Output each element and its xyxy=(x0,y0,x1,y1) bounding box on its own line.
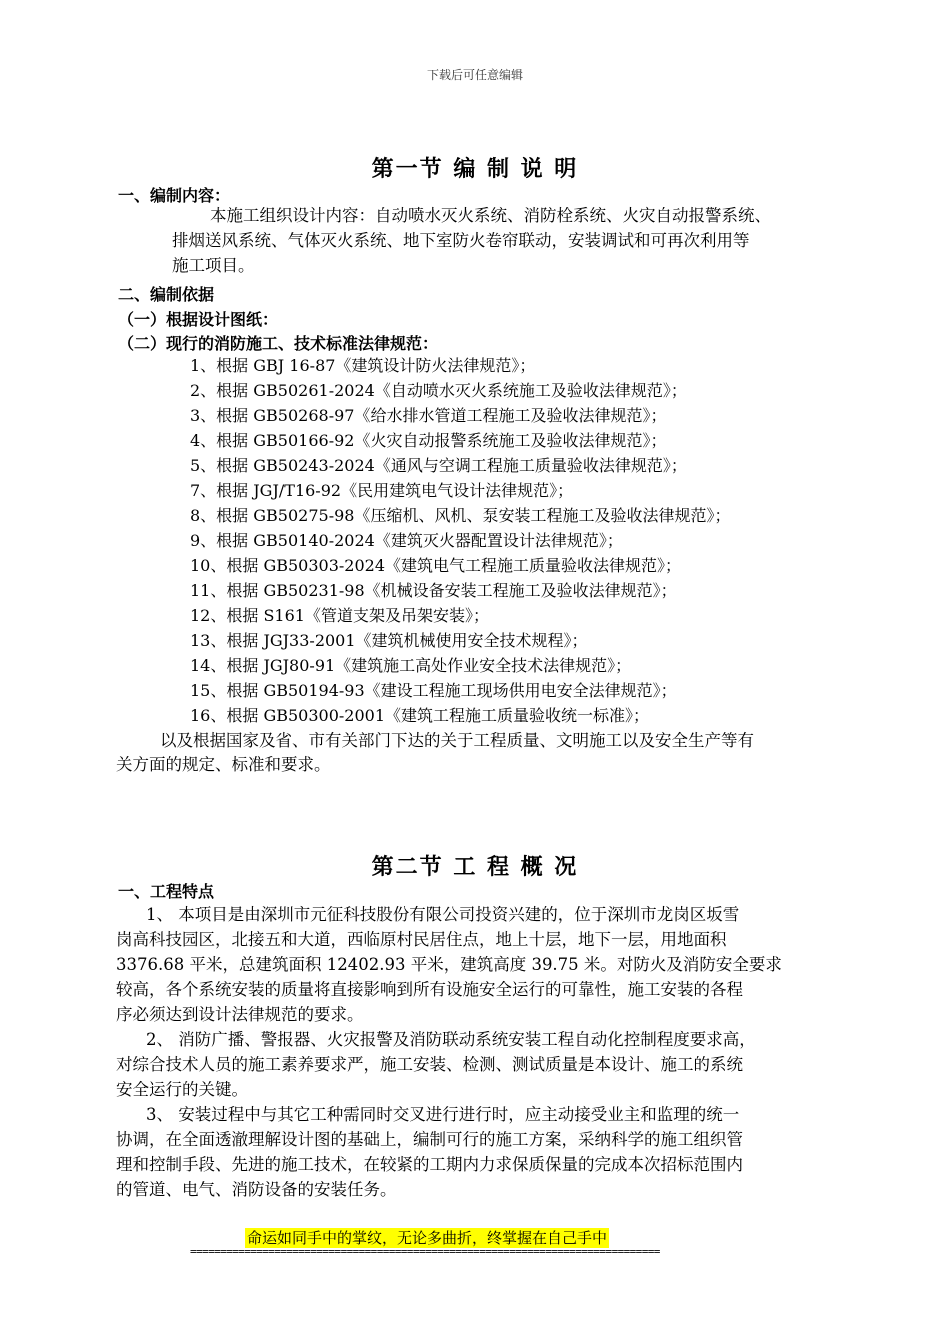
regulation-item: 15、根据 GB50194-93《建设工程施工现场供用电安全法律规范》； xyxy=(190,681,677,700)
regulation-item: 1、根据 GBJ 16-87《建筑设计防火法律规范》； xyxy=(190,356,536,375)
section1-sub1-line: 施工项目。 xyxy=(172,256,255,275)
regulation-item: 8、根据 GB50275-98《压缩机、风机、泵安装工程施工及验收法律规范》； xyxy=(190,506,731,525)
paragraph-line: 对综合技术人员的施工素养要求严，施工安装、检测、测试质量是本设计、施工的系统 xyxy=(116,1055,743,1074)
regulation-item: 7、根据 JGJ/T16-92《民用建筑电气设计法律规范》； xyxy=(190,481,574,500)
regulation-item: 10、根据 GB50303-2024《建筑电气工程施工质量验收法律规范》； xyxy=(190,556,682,575)
regulation-item: 4、根据 GB50166-92《火灾自动报警系统施工及验收法律规范》； xyxy=(190,431,667,450)
regulation-item: 3、根据 GB50268-97《给水排水管道工程施工及验收法律规范》； xyxy=(190,406,667,425)
paragraph-line: 2、 消防广播、警报器、火灾报警及消防联动系统安装工程自动化控制程度要求高， xyxy=(146,1030,756,1049)
section1-sub1-line: 本施工组织设计内容：自动喷水灭火系统、消防栓系统、火灾自动报警系统、 xyxy=(210,206,771,225)
basis-design-drawings: （一）根据设计图纸： xyxy=(118,310,279,329)
regulation-item: 12、根据 S161《管道支架及吊架安装》； xyxy=(190,606,489,625)
paragraph-line: 序必须达到设计法律规范的要求。 xyxy=(116,1005,364,1024)
regulation-item: 9、根据 GB50140-2024《建筑灭火器配置设计法律规范》； xyxy=(190,531,623,550)
paragraph-line: 的管道、电气、消防设备的安装任务。 xyxy=(116,1180,397,1199)
section1-title: 第一节 编 制 说 明 xyxy=(371,156,579,182)
section1-sub2-heading: 二、编制依据 xyxy=(118,285,215,304)
footer-rule: ============================================================================== xyxy=(190,1245,660,1258)
regulation-item: 5、根据 GB50243-2024《通风与空调工程施工质量验收法律规范》； xyxy=(190,456,687,475)
section2-sub1-heading: 一、工程特点 xyxy=(118,882,215,901)
section1-sub1-heading: 一、编制内容： xyxy=(118,186,231,205)
footer-motto: 命运如同手中的掌纹，无论多曲折，终掌握在自己手中 xyxy=(247,1229,608,1247)
regulation-item: 16、根据 GB50300-2001《建筑工程施工质量验收统一标准》； xyxy=(190,706,650,725)
paragraph-line: 1、 本项目是由深圳市元征科技股份有限公司投资兴建的，位于深圳市龙岗区坂雪 xyxy=(146,905,740,924)
regulation-item: 14、根据 JGJ80-91《建筑施工高处作业安全技术法律规范》； xyxy=(190,656,632,675)
paragraph-line: 3376.68 平米，总建筑面积 12402.93 平米，建筑高度 39.75 米。对防火及消防安全要求 xyxy=(116,955,782,974)
regulation-item: 13、根据 JGJ33-2001《建筑机械使用安全技术规程》； xyxy=(190,631,588,650)
closing-line: 以及根据国家及省、市有关部门下达的关于工程质量、文明施工以及安全生产等有 xyxy=(160,731,754,750)
section2-title: 第二节 工 程 概 况 xyxy=(371,854,579,880)
paragraph-line: 岗高科技园区，北接五和大道，西临原村民居住点，地上十层，地下一层，用地面积 xyxy=(116,930,727,949)
paragraph-line: 理和控制手段、先进的施工技术，在较紧的工期内力求保质保量的完成本次招标范围内 xyxy=(116,1155,743,1174)
regulation-item: 11、根据 GB50231-98《机械设备安装工程施工及验收法律规范》； xyxy=(190,581,677,600)
header-note: 下载后可任意编辑 xyxy=(426,68,523,82)
paragraph-line: 3、 安装过程中与其它工种需同时交叉进行进行时，应主动接受业主和监理的统一 xyxy=(146,1105,740,1124)
basis-standards: （二）现行的消防施工、技术标准法律规范： xyxy=(118,334,439,353)
section1-sub1-line: 排烟送风系统、气体灭火系统、地下室防火卷帘联动，安装调试和可再次利用等 xyxy=(172,231,750,250)
paragraph-line: 协调，在全面透澈理解设计图的基础上，编制可行的施工方案，采纳科学的施工组织管 xyxy=(116,1130,743,1149)
closing-line: 关方面的规定、标准和要求。 xyxy=(116,755,331,774)
regulation-item: 2、根据 GB50261-2024《自动喷水灭火系统施工及验收法律规范》； xyxy=(190,381,687,400)
paragraph-line: 较高，各个系统安装的质量将直接影响到所有设施安全运行的可靠性，施工安装的各程 xyxy=(116,980,743,999)
paragraph-line: 安全运行的关键。 xyxy=(116,1080,248,1099)
